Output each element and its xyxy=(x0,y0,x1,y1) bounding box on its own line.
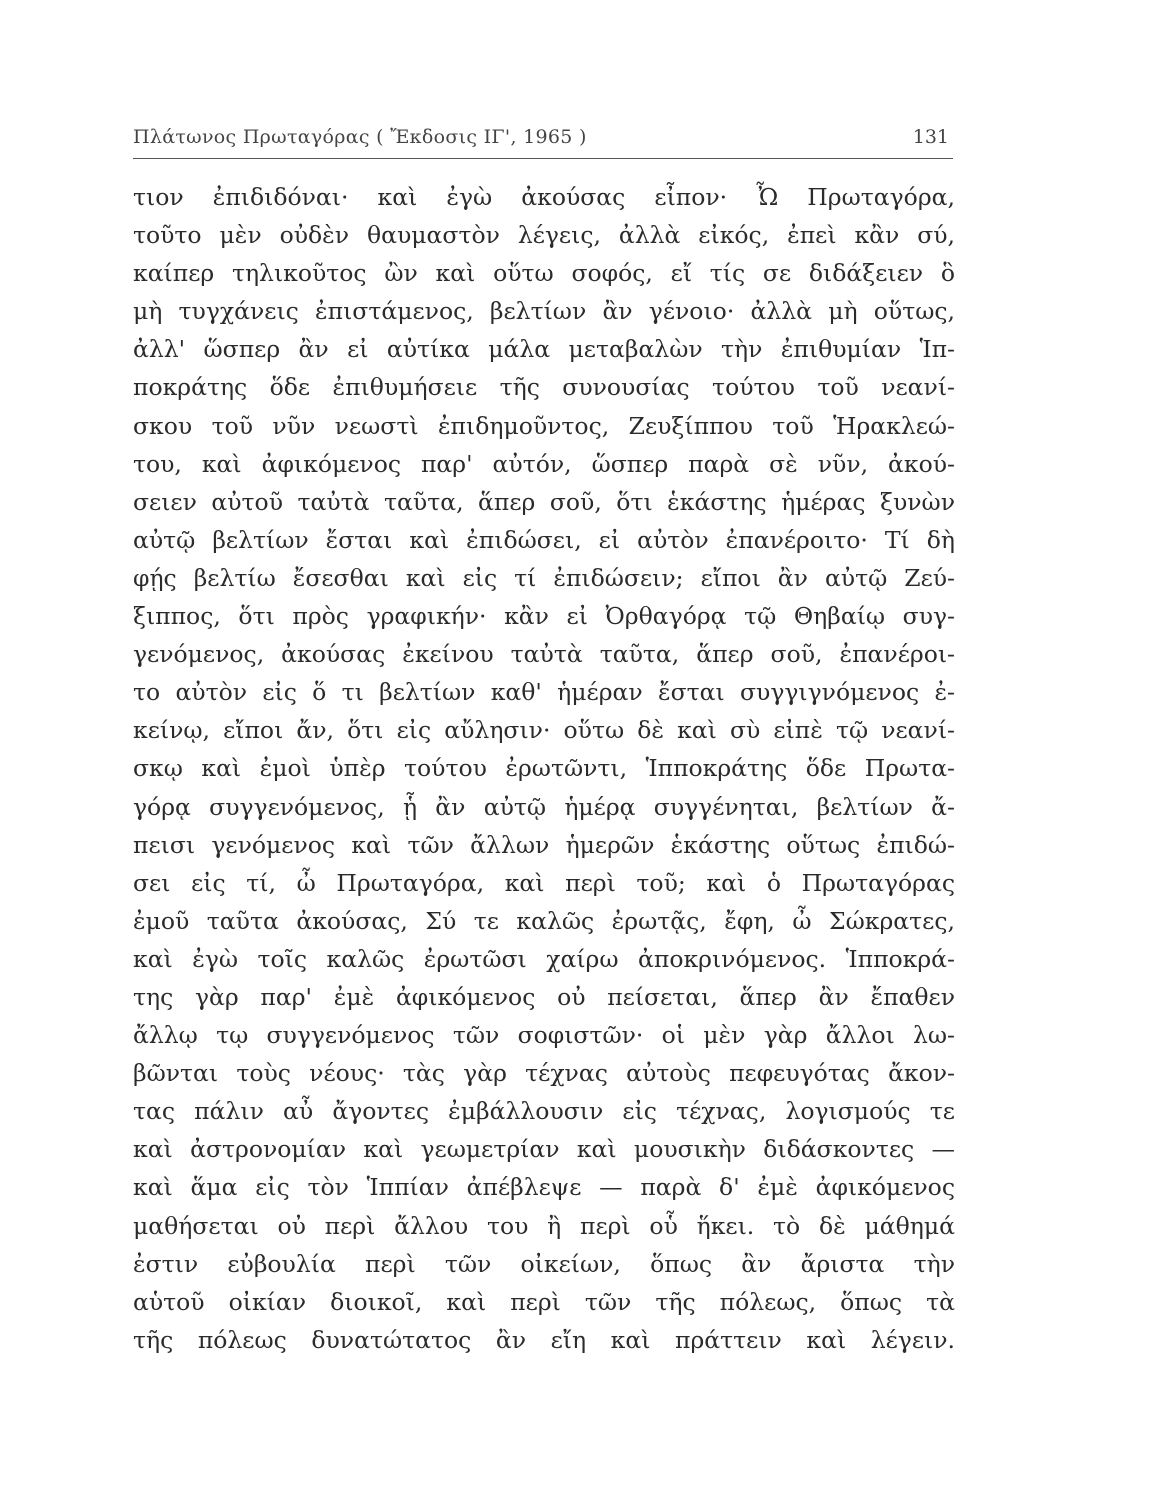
running-title: Πλάτωνος Πρωταγόρας ( Ἔκδοσις ΙΓ', 1965 ) xyxy=(133,126,587,148)
page-number: 131 xyxy=(912,126,949,148)
text-line: σκου τοῦ νῦν νεωστὶ ἐπιδημοῦντος, Ζευξίππου τοῦ Ἡρακλεώ- xyxy=(133,411,955,440)
text-line: ποκράτης ὅδε ἐπιθυμήσειε τῆς συνουσίας τούτου τοῦ νεανί- xyxy=(133,373,955,402)
text-line: της γὰρ παρ' ἐμὲ ἀφικόμενος οὐ πείσεται, ἅπερ ἂν ἔπαθεν xyxy=(133,982,955,1011)
text-line: σει εἰς τί, ὦ Πρωταγόρα, καὶ περὶ τοῦ; καὶ ὁ Πρωταγόρας xyxy=(133,868,955,897)
text-line: αὑτοῦ οἰκίαν διοικοῖ, καὶ περὶ τῶν τῆς πόλεως, ὅπως τὰ xyxy=(133,1287,955,1316)
text-line: τας πάλιν αὖ ἄγοντες ἐμβάλλουσιν εἰς τέχνας, λογισμούς τε xyxy=(133,1097,955,1126)
text-line: ἀλλ' ὥσπερ ἂν εἰ αὐτίκα μάλα μεταβαλὼν τὴν ἐπιθυμίαν Ἱπ- xyxy=(133,335,955,364)
text-line: αὐτῷ βελτίων ἔσται καὶ ἐπιδώσει, εἰ αὐτὸν ἐπανέροιτο· Τί δὴ xyxy=(133,525,955,554)
running-header xyxy=(133,124,953,160)
header-rule xyxy=(133,158,953,159)
text-line: τῆς πόλεως δυνατώτατος ἂν εἴη καὶ πράττειν καὶ λέγειν. xyxy=(133,1325,955,1354)
text-line: τοῦτο μὲν οὐδὲν θαυμαστὸν λέγεις, ἀλλὰ εἰκός, ἐπεὶ κἂν σύ, xyxy=(133,221,955,250)
text-line: καὶ ἅμα εἰς τὸν Ἱππίαν ἀπέβλεψε — παρὰ δ' ἐμὲ ἀφικόμενος xyxy=(133,1173,955,1202)
text-line: γενόμενος, ἀκούσας ἐκείνου ταὐτὰ ταῦτα, ἅπερ σοῦ, ἐπανέροι- xyxy=(133,640,955,669)
text-line: σκῳ καὶ ἐμοὶ ὑπὲρ τούτου ἐρωτῶντι, Ἱπποκράτης ὅδε Πρωτα- xyxy=(133,754,955,783)
text-line: μαθήσεται οὐ περὶ ἄλλου του ἢ περὶ οὗ ἥκει. τὸ δὲ μάθημά xyxy=(133,1211,955,1240)
text-line: του, καὶ ἀφικόμενος παρ' αὐτόν, ὥσπερ παρὰ σὲ νῦν, ἀκού- xyxy=(133,449,955,478)
body-text xyxy=(133,178,955,1359)
text-line: πεισι γενόμενος καὶ τῶν ἄλλων ἡμερῶν ἑκάστης οὕτως ἐπιδώ- xyxy=(133,830,955,859)
text-line: κείνῳ, εἴποι ἄν, ὅτι εἰς αὔλησιν· οὕτω δὲ καὶ σὺ εἰπὲ τῷ νεανί- xyxy=(133,716,955,745)
text-line: ἐστιν εὐβουλία περὶ τῶν οἰκείων, ὅπως ἂν ἄριστα τὴν xyxy=(133,1249,955,1278)
text-line: σειεν αὐτοῦ ταὐτὰ ταῦτα, ἅπερ σοῦ, ὅτι ἑκάστης ἡμέρας ξυνὼν xyxy=(133,487,955,516)
text-line: καίπερ τηλικοῦτος ὢν καὶ οὕτω σοφός, εἴ τίς σε διδάξειεν ὃ xyxy=(133,259,955,288)
text-line: τιον ἐπιδιδόναι· καὶ ἐγὼ ἀκούσας εἶπον· Ὦ Πρωταγόρα, xyxy=(133,183,955,211)
text-line: βῶνται τοὺς νέους· τὰς γὰρ τέχνας αὐτοὺς πεφευγότας ἄκον- xyxy=(133,1059,955,1088)
text-line: φῄς βελτίω ἔσεσθαι καὶ εἰς τί ἐπιδώσειν; εἴποι ἂν αὐτῷ Ζεύ- xyxy=(133,563,955,592)
text-line: καὶ ἐγὼ τοῖς καλῶς ἐρωτῶσι χαίρω ἀποκρινόμενος. Ἱπποκρά- xyxy=(133,944,955,973)
text-line: γόρᾳ συγγενόμενος, ᾗ ἂν αὐτῷ ἡμέρᾳ συγγένηται, βελτίων ἄ- xyxy=(133,792,955,821)
text-line: μὴ τυγχάνεις ἐπιστάμενος, βελτίων ἂν γένοιο· ἀλλὰ μὴ οὕτως, xyxy=(133,297,955,326)
text-line: ἐμοῦ ταῦτα ἀκούσας, Σύ τε καλῶς ἐρωτᾷς, ἔφη, ὦ Σώκρατες, xyxy=(133,906,955,935)
text-line: καὶ ἀστρονομίαν καὶ γεωμετρίαν καὶ μουσικὴν διδάσκοντες — xyxy=(133,1135,955,1164)
text-line: ξιππος, ὅτι πρὸς γραφικήν· κἂν εἰ Ὀρθαγόρᾳ τῷ Θηβαίῳ συγ- xyxy=(133,602,955,631)
text-line: το αὐτὸν εἰς ὅ τι βελτίων καθ' ἡμέραν ἔσται συγγιγνόμενος ἐ- xyxy=(133,678,955,707)
text-line: ἄλλῳ τῳ συγγενόμενος τῶν σοφιστῶν· οἱ μὲν γὰρ ἄλλοι λω- xyxy=(133,1021,955,1050)
